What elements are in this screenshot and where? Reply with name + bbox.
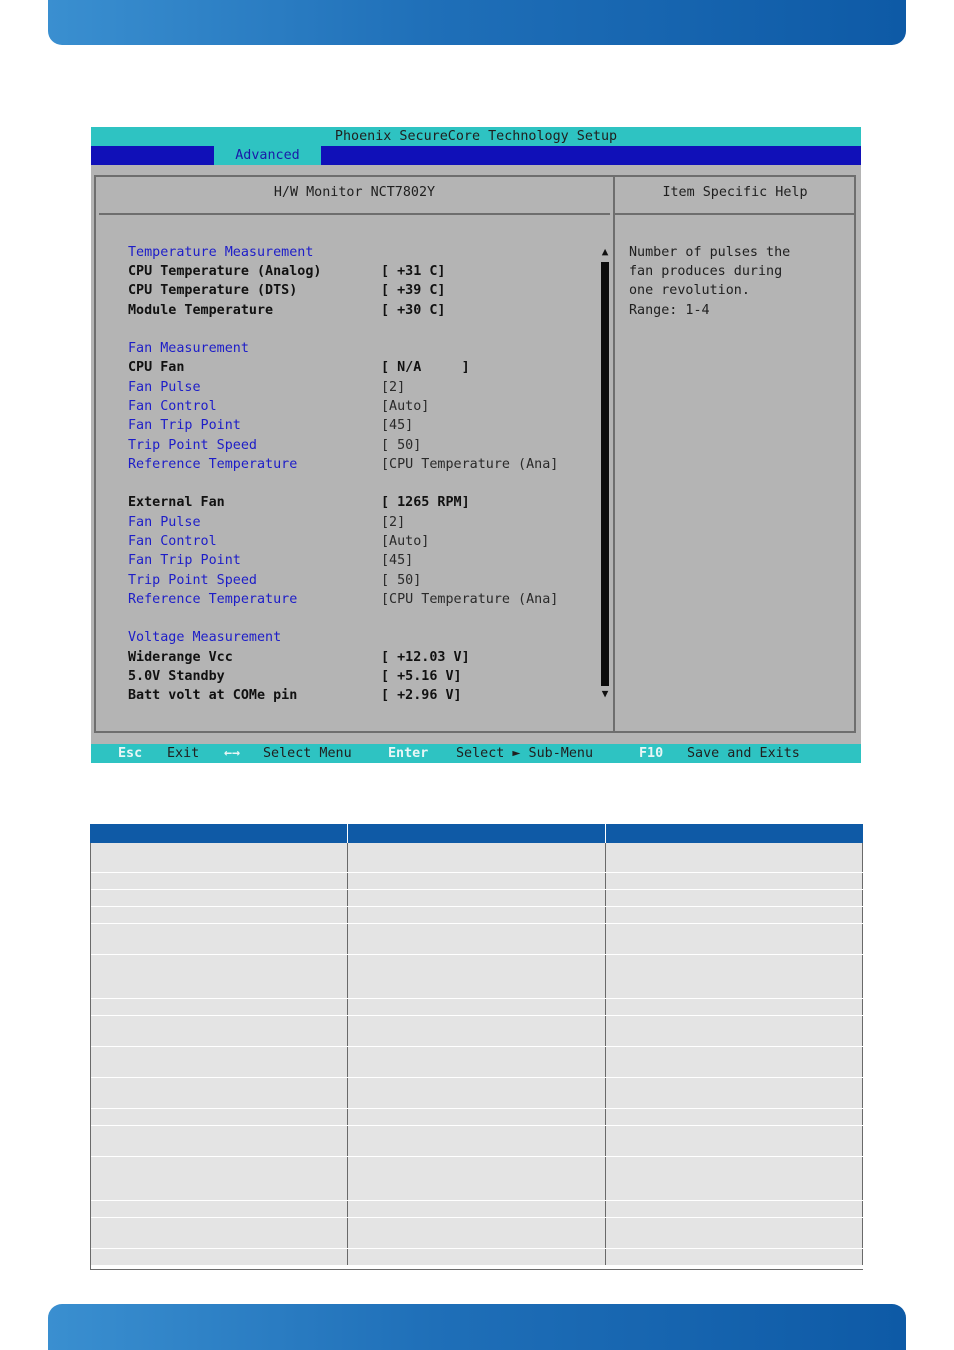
footer-band xyxy=(48,1304,906,1350)
table-cell xyxy=(606,873,863,889)
panel-title-rule xyxy=(99,213,610,215)
table-border xyxy=(90,843,91,1270)
setting-value[interactable]: [Auto] xyxy=(381,399,430,414)
table-row xyxy=(90,1016,863,1047)
table-cell xyxy=(606,1218,863,1248)
setting-label: CPU Fan xyxy=(128,360,185,375)
setting-value[interactable]: [CPU Temperature (Ana] xyxy=(381,592,559,607)
setting-value[interactable]: [ 50] xyxy=(381,573,422,588)
tab-advanced[interactable]: Advanced xyxy=(214,146,321,165)
table-row xyxy=(90,907,863,924)
setting-value[interactable]: [45] xyxy=(381,553,414,568)
table-cell xyxy=(90,1109,348,1125)
setting-label: 5.0V Standby xyxy=(128,669,225,684)
table-cell xyxy=(90,1218,348,1248)
setting-label: Trip Point Speed xyxy=(128,438,257,453)
table-cell xyxy=(606,890,863,906)
setting-value[interactable]: [45] xyxy=(381,418,414,433)
setting-label: CPU Temperature (DTS) xyxy=(128,283,298,298)
table-cell xyxy=(606,1047,863,1077)
setting-label: Batt volt at COMe pin xyxy=(128,688,298,703)
table-cell xyxy=(606,1201,863,1217)
setting-label: Fan Control xyxy=(128,534,217,549)
table-border xyxy=(90,1269,863,1270)
setting-value: [ +5.16 V] xyxy=(381,669,462,684)
setting-value: [ +31 C] xyxy=(381,264,446,279)
table-cell xyxy=(348,907,606,923)
setting-label: Fan Trip Point xyxy=(128,418,241,433)
table-cell xyxy=(90,1201,348,1217)
table-cell xyxy=(90,1157,348,1200)
setting-label: Trip Point Speed xyxy=(128,573,257,588)
table-row xyxy=(90,1201,863,1218)
table-cell xyxy=(90,1047,348,1077)
setting-label: Voltage Measurement xyxy=(128,630,282,645)
table-row xyxy=(90,1126,863,1157)
setting-label: Module Temperature xyxy=(128,303,274,318)
help-title-rule xyxy=(615,213,855,215)
table-cell xyxy=(606,1157,863,1200)
table-cell xyxy=(606,955,863,998)
table-cell xyxy=(348,924,606,954)
bios-footer xyxy=(91,744,861,763)
table-cell xyxy=(606,1016,863,1046)
scroll-up-icon[interactable]: ▲ xyxy=(601,245,609,258)
setting-label: Fan Pulse xyxy=(128,515,201,530)
f10-action: Save and Exits xyxy=(687,746,800,761)
setting-label: Fan Trip Point xyxy=(128,553,241,568)
setting-label: Reference Temperature xyxy=(128,457,298,472)
table-cell xyxy=(348,1126,606,1156)
table-cell xyxy=(606,843,863,872)
table-cell xyxy=(348,1078,606,1108)
scrollbar[interactable] xyxy=(601,262,609,686)
table-cell xyxy=(606,1126,863,1156)
table-cell xyxy=(90,924,348,954)
setting-label: Temperature Measurement xyxy=(128,245,314,260)
table-row xyxy=(90,890,863,907)
table-cell xyxy=(90,999,348,1015)
setting-value: [ +30 C] xyxy=(381,303,446,318)
setting-value: [ 1265 RPM] xyxy=(381,495,470,510)
table-cell xyxy=(90,1078,348,1108)
table-row xyxy=(90,924,863,955)
table-cell xyxy=(348,955,606,998)
table-cell xyxy=(348,1157,606,1200)
table-row xyxy=(90,955,863,999)
table-row xyxy=(90,1249,863,1266)
setting-value: [ +2.96 V] xyxy=(381,688,462,703)
bios-menubar xyxy=(91,146,861,165)
table-cell xyxy=(348,1047,606,1077)
table-cell xyxy=(606,907,863,923)
help-text: Number of pulses the fan produces during one revolution. Range: 1-4 xyxy=(629,245,791,318)
bios-screenshot xyxy=(91,127,861,763)
setting-value: [ +12.03 V] xyxy=(381,650,470,665)
panel-divider xyxy=(613,175,615,733)
table-cell xyxy=(348,1016,606,1046)
table-row xyxy=(90,1157,863,1201)
esc-action: Exit xyxy=(167,746,200,761)
table-cell xyxy=(90,873,348,889)
table-row xyxy=(90,1078,863,1109)
table-cell xyxy=(348,1249,606,1265)
setting-value: [ +39 C] xyxy=(381,283,446,298)
table-cell xyxy=(90,1249,348,1265)
table-cell xyxy=(606,1078,863,1108)
setting-value[interactable]: [Auto] xyxy=(381,534,430,549)
scroll-down-icon[interactable]: ▼ xyxy=(601,687,609,700)
table-cell xyxy=(606,924,863,954)
setting-value[interactable]: [CPU Temperature (Ana] xyxy=(381,457,559,472)
setting-label: External Fan xyxy=(128,495,225,510)
table-row xyxy=(90,1109,863,1126)
setting-value[interactable]: [2] xyxy=(381,515,406,530)
table-header-cell xyxy=(348,824,606,843)
arrows-action: Select Menu xyxy=(263,746,352,761)
setting-label: Fan Control xyxy=(128,399,217,414)
table-cell xyxy=(90,1126,348,1156)
panel-title: H/W Monitor NCT7802Y xyxy=(273,185,436,200)
table-cell xyxy=(90,955,348,998)
help-title: Item Specific Help xyxy=(662,185,808,200)
enter-key: Enter xyxy=(388,746,429,761)
table-cell xyxy=(606,1109,863,1125)
table-cell xyxy=(348,873,606,889)
table-cell xyxy=(606,1249,863,1265)
esc-key: Esc xyxy=(118,746,143,761)
setting-label: Fan Pulse xyxy=(128,380,201,395)
table-cell xyxy=(90,907,348,923)
table-cell xyxy=(348,1109,606,1125)
table-cell xyxy=(90,843,348,872)
setting-label: Fan Measurement xyxy=(128,341,249,356)
table-cell xyxy=(606,999,863,1015)
setting-label: Reference Temperature xyxy=(128,592,298,607)
bios-title: Phoenix SecureCore Technology Setup xyxy=(91,127,861,146)
table-cell xyxy=(90,1016,348,1046)
table-header-cell xyxy=(606,824,863,843)
table-row xyxy=(90,999,863,1016)
table-row xyxy=(90,843,863,873)
header-band xyxy=(48,0,906,45)
table-cell xyxy=(348,1201,606,1217)
arrows-key: ←→ xyxy=(224,746,241,761)
setting-value[interactable]: [ 50] xyxy=(381,438,422,453)
table-cell xyxy=(348,843,606,872)
table-header xyxy=(90,824,863,843)
setting-label: Widerange Vcc xyxy=(128,650,233,665)
table-cell xyxy=(90,890,348,906)
setting-value: [ N/A ] xyxy=(381,360,470,375)
table-row xyxy=(90,873,863,890)
table-row xyxy=(90,1218,863,1249)
setting-label: CPU Temperature (Analog) xyxy=(128,264,322,279)
table-cell xyxy=(348,890,606,906)
table-cell xyxy=(348,999,606,1015)
table-header-cell xyxy=(90,824,348,843)
table-row xyxy=(90,1047,863,1078)
setting-value[interactable]: [2] xyxy=(381,380,406,395)
f10-key: F10 xyxy=(639,746,664,761)
table-cell xyxy=(348,1218,606,1248)
enter-action: Select ► Sub-Menu xyxy=(456,746,594,761)
